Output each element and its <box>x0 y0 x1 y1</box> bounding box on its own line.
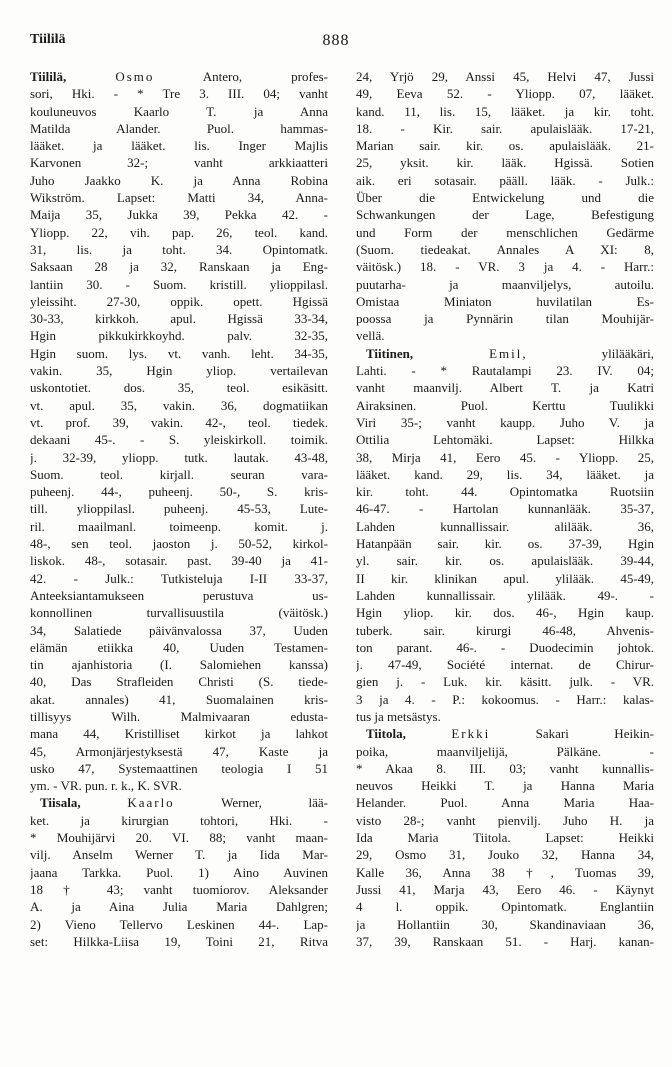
entry-line <box>356 708 654 725</box>
entry-line <box>30 898 328 915</box>
entry-line <box>30 656 328 673</box>
entry-text: ja Hollantiin 30, Skandinaviaan 36, <box>356 916 654 932</box>
entry-text: Hgin pikkukirkkoyhd. palv. 32-35, <box>30 328 328 344</box>
entry-text: 24, Yrjö 29, Anssi 45, Helvi 47, Jussi <box>356 69 654 84</box>
entry-text: set: Hilkka-Liisa 19, Toini 21, Ritva <box>30 933 328 949</box>
entry-line <box>30 189 328 206</box>
entry-line <box>30 362 328 379</box>
entry-text: vilj. Anselm Werner T. ja Iida Mar- <box>30 847 328 863</box>
entry-line <box>30 431 328 448</box>
entry-text: Hgin yliop. kir. dos. 46-, Hgin kaup. <box>356 605 654 621</box>
running-head-word: Tiililä <box>30 32 66 47</box>
entry-text: akat. annales) 41, Suomalainen kris- <box>30 691 328 707</box>
entry-text: Schwankungen der Lage, Befestigung <box>356 207 654 223</box>
entry-line <box>356 656 654 673</box>
entry-line <box>356 812 654 829</box>
entry-line <box>356 846 654 863</box>
entry-text: konnollinen turvallisuustila (väitösk.) <box>30 605 328 621</box>
entry-text: Sakari Heikin- <box>490 726 654 742</box>
entry-line <box>30 327 328 344</box>
entry-text: Viri 35-; vanht kaupp. Juho V. ja <box>356 414 654 430</box>
entry-line <box>30 120 328 137</box>
entry-line <box>356 552 654 569</box>
entry-line <box>356 431 654 448</box>
entry-text: tus ja metsästys. <box>356 708 441 724</box>
entry-line <box>356 85 654 102</box>
entry-text: j. 32-39, yliopp. tutk. lautak. 43-48, <box>30 449 328 465</box>
entry-text: Lahden kunnallissair. alilääk. 36, <box>356 518 654 534</box>
entry-text: usko 47, Systemaattinen teologia I 51 <box>30 760 328 776</box>
entry-text: Juho Jaakko K. ja Anna Robina <box>30 172 328 188</box>
entry-text: , ylilääkäri, <box>522 345 654 361</box>
entry-text: II kir. klinikan apul. ylilääk. 45-49, <box>356 570 654 586</box>
entry-text: tuberk. sair. kirurgi 46-48, Ahvenis- <box>356 622 654 638</box>
entry-text: sori, Hki. - * Tre 3. III. 04; vanht <box>30 86 328 102</box>
entry-line <box>30 276 328 293</box>
entry-line <box>356 500 654 517</box>
entry-text: 48-, sen teol. jaoston j. 50-52, kirkol- <box>30 536 328 552</box>
entry-text: Yliopp. 22, vih. pap. 26, teol. kand. <box>30 224 328 240</box>
entry-line <box>30 535 328 552</box>
entry-text: 3 ja 4. - P.: kokoomus. - Harr.: kalas- <box>356 691 654 707</box>
entry-line <box>30 570 328 587</box>
entry-text: Lahden kunnallissair. ylilääk. 49-. - <box>356 587 654 603</box>
entry-line <box>356 691 654 708</box>
entry-text: kand. 11, lis. 15, lääket. ja kir. toht. <box>356 103 654 119</box>
entry-start-line <box>356 345 654 362</box>
entry-line <box>30 725 328 742</box>
entry-line <box>356 310 654 327</box>
entry-line <box>356 276 654 293</box>
entry-line <box>30 639 328 656</box>
entry-text: lantiin 30. - Suom. kristill. ylioppilasl. <box>30 276 328 292</box>
entry-line <box>30 777 328 794</box>
entry-text: elämän etiikka 40, Uuden Testamen- <box>30 639 328 655</box>
entry-start-line <box>30 68 328 85</box>
entry-line <box>356 172 654 189</box>
entry-line <box>30 691 328 708</box>
entry-text: 30-33, kirkkoh. apul. Hgissä 33-34, <box>30 311 328 327</box>
entry-line <box>30 587 328 604</box>
entry-line <box>30 310 328 327</box>
entry-line <box>356 829 654 846</box>
entry-line <box>356 518 654 535</box>
entry-text: 4 l. oppik. Opintomatk. Englantiin <box>356 899 654 915</box>
entry-text: vakin. 35, Hgin yliop. vertailevan <box>30 363 328 379</box>
entry-line <box>356 794 654 811</box>
entry-text: 49, Eeva 52. - Yliopp. 07, lääket. <box>356 86 654 102</box>
entry-text: Airaksinen. Puol. Kerttu Tuulikki <box>356 397 654 413</box>
entry-line <box>30 85 328 102</box>
entry-line <box>356 673 654 690</box>
entry-line <box>356 327 654 344</box>
entry-line <box>356 777 654 794</box>
entry-text: j. 47-49, Société internat. de Chirur- <box>356 657 654 673</box>
entry-line <box>30 829 328 846</box>
entry-line <box>356 293 654 310</box>
entry-text: Über die Entwickelung und die <box>356 190 654 206</box>
entry-headword: Tiisala, <box>40 795 81 811</box>
entry-line <box>356 466 654 483</box>
entry-text: Werner, lää- <box>174 795 328 811</box>
entry-line <box>30 206 328 223</box>
entry-text: 18 † 43; vanht tuomiorov. Aleksander <box>30 881 328 897</box>
entry-text: Helander. Puol. Anna Maria Haa- <box>356 795 654 811</box>
entry-line <box>356 587 654 604</box>
entry-line <box>356 68 654 85</box>
entry-text: kir. toht. 44. Opintomatka Ruotsiin <box>356 484 654 500</box>
entry-line <box>30 466 328 483</box>
page-number: 888 <box>322 32 350 49</box>
entry-text: gien j. - Luk. kir. käsitt. julk. - VR. <box>356 674 654 690</box>
entry-text: ton parant. 46-. - Duodecimin johtok. <box>356 639 654 655</box>
entry-line <box>356 206 654 223</box>
entry-line <box>356 379 654 396</box>
entry-headword: Tiililä, <box>30 69 67 84</box>
entry-text: tin ajanhistoria (I. Salomiehen kanssa) <box>30 657 328 673</box>
entry-line <box>356 535 654 552</box>
entry-text: mana 44, Kristilliset kirkot ja lahkot <box>30 726 328 742</box>
entry-text: yl. sair. kir. os. apulaislääk. 39-44, <box>356 553 654 569</box>
entry-text: Karvonen 32-; vanht arkkiaatteri <box>30 155 328 171</box>
entry-text: Ottilia Lehtomäki. Lapset: Hilkka <box>356 432 654 448</box>
entry-line <box>356 639 654 656</box>
running-head <box>30 32 642 52</box>
entry-line <box>356 362 654 379</box>
entry-text: vanht maanvilj. Albert T. ja Katri <box>356 380 654 396</box>
entry-text: Lahti. - * Rautalampi 23. IV. 04; <box>356 363 654 379</box>
entry-line <box>356 864 654 881</box>
entry-text: Saksaan 28 ja 32, Ranskaan ja Eng- <box>30 259 328 275</box>
entry-line <box>356 898 654 915</box>
entry-line <box>30 743 328 760</box>
entry-line <box>356 103 654 120</box>
entry-text: 45, Armonjärjestyksestä 47, Kaste ja <box>30 743 328 759</box>
entry-headword: Tiitinen, <box>366 345 414 361</box>
entry-text: 31, lis. ja toht. 34. Opintomatk. <box>30 241 328 257</box>
entry-text: uskontotiet. dos. 35, teol. esikäsitt. <box>30 380 328 396</box>
entry-text: * Akaa 8. III. 03; vanht kunnallis- <box>356 760 654 776</box>
entry-line <box>30 137 328 154</box>
entry-text: 40, Das Strafleiden Christi (S. tiede- <box>30 674 328 690</box>
entry-text: ril. maailmanl. toimeenp. komit. j. <box>30 518 328 534</box>
entry-text: Matilda Alander. Puol. hammas- <box>30 120 328 136</box>
entry-line <box>30 881 328 898</box>
entry-line <box>356 743 654 760</box>
entry-text: Ida Maria Tiitola. Lapset: Heikki <box>356 830 654 846</box>
entry-line <box>30 622 328 639</box>
entry-line <box>356 189 654 206</box>
text-columns <box>30 68 654 1048</box>
entry-line <box>30 293 328 310</box>
entry-text: till. ylioppilasl. puheenj. 45-53, Lute- <box>30 501 328 517</box>
entry-line <box>356 258 654 275</box>
entry-line <box>30 172 328 189</box>
entry-line <box>30 414 328 431</box>
entry-line <box>356 241 654 258</box>
entry-text: tillisyys Wilh. Malmivaaran edusta- <box>30 708 328 724</box>
entry-line <box>356 154 654 171</box>
entry-line <box>30 379 328 396</box>
entry-line <box>30 673 328 690</box>
entry-line <box>356 120 654 137</box>
entry-text: Wikström. Lapset: Matti 34, Anna- <box>30 190 328 206</box>
entry-text: 25, yksit. kir. lääk. Hgissä. Sotien <box>356 155 654 171</box>
entry-text: liskok. 48-, sotasair. past. 39-40 ja 41- <box>30 553 328 569</box>
entry-text: lääket. ja lääket. lis. Inger Majlis <box>30 138 328 154</box>
entry-given-name: Erkki <box>451 726 491 742</box>
entry-text: Kalle 36, Anna 38 †, Tuomas 39, <box>356 864 654 880</box>
entry-text: 46-47. - Hartolan kunnanlääk. 35-37, <box>356 501 654 517</box>
entry-line <box>356 137 654 154</box>
entry-line <box>30 812 328 829</box>
entry-text: kouluneuvos Kaarlo T. ja Anna <box>30 103 328 119</box>
entry-text: puheenj. 44-, puheenj. 50-, S. kris- <box>30 484 328 500</box>
entry-line <box>30 864 328 881</box>
entry-text: lääket. kand. 29, lis. 34, lääket. ja <box>356 466 654 482</box>
entry-text: 42. - Julk.: Tutkisteluja I-II 33-37, <box>30 570 328 586</box>
entry-text: 18. - Kir. sair. apulaislääk. 17-21, <box>356 120 654 136</box>
entry-start-line <box>356 725 654 742</box>
entry-line <box>30 708 328 725</box>
entry-line <box>30 224 328 241</box>
entry-line <box>356 622 654 639</box>
entry-line <box>356 604 654 621</box>
entry-text: Maija 35, Jukka 39, Pekka 42. - <box>30 207 328 223</box>
entry-text: 29, Osmo 31, Jouko 32, Hanna 34, <box>356 847 654 863</box>
entry-line <box>30 397 328 414</box>
entry-line <box>356 570 654 587</box>
entry-line <box>356 397 654 414</box>
entry-text: Antero, profes- <box>154 69 328 84</box>
entry-line <box>30 933 328 950</box>
left-column <box>30 68 328 950</box>
entry-start-line <box>30 794 328 811</box>
entry-text: Omistaa Miniaton huvilatilan Es- <box>356 293 654 309</box>
entry-line <box>30 241 328 258</box>
entry-text: yleissiht. 27-30, oppik. opett. Hgissä <box>30 293 328 309</box>
entry-given-name: Kaarlo <box>127 795 175 811</box>
entry-text: jaana Tarkka. Puol. 1) Aino Auvinen <box>30 864 328 880</box>
entry-line <box>30 604 328 621</box>
entry-text: poika, maanviljelijä, Pälkäne. - <box>356 743 654 759</box>
entry-given-name: Emil <box>489 345 523 361</box>
entry-text: 34, Salatiede päivänvalossa 37, Uuden <box>30 622 328 638</box>
entry-text: und Form der menschlichen Gedärme <box>356 224 654 240</box>
entry-text: 2) Vieno Tellervo Leskinen 44-. Lap- <box>30 916 328 932</box>
entry-line <box>30 258 328 275</box>
entry-text: 37, 39, Ranskaan 51. - Harj. kanan- <box>356 933 654 949</box>
entry-line <box>30 552 328 569</box>
entry-line <box>30 760 328 777</box>
entry-headword: Tiitola, <box>366 726 406 742</box>
entry-text: väitösk.) 18. - VR. 3 ja 4. - Harr.: <box>356 259 654 275</box>
entry-line <box>30 916 328 933</box>
entry-text: Anteeksiantamukseen perustuva us- <box>30 587 328 603</box>
entry-text: aik. eri sotasair. pääll. lääk. - Julk.: <box>356 172 654 188</box>
entry-line <box>356 916 654 933</box>
entry-line <box>30 154 328 171</box>
entry-line <box>30 449 328 466</box>
entry-text: visto 28-; vanht pienvilj. Juho H. ja <box>356 812 654 828</box>
entry-line <box>356 881 654 898</box>
entry-text: Hgin suom. lys. vt. vanh. leht. 34-35, <box>30 345 328 361</box>
entry-line <box>356 483 654 500</box>
entry-text: dekaani 45-. - S. yleiskirkoll. toimik. <box>30 432 328 448</box>
entry-line <box>356 760 654 777</box>
entry-line <box>356 224 654 241</box>
entry-text: vellä. <box>356 328 385 344</box>
entry-text: 38, Mirja 41, Eero 45. - Yliopp. 25, <box>356 449 654 465</box>
entry-text: * Mouhijärvi 20. VI. 88; vanht maan- <box>30 830 328 846</box>
entry-text: Jussi 41, Marja 43, Eero 46. - Käynyt <box>356 881 654 897</box>
entry-text: ym. - VR. pun. r. k., K. SVR. <box>30 778 182 794</box>
entry-text: puutarha- ja maanviljelys, autoilu. <box>356 276 654 292</box>
entry-text: neuvos Heikki T. ja Hanna Maria <box>356 778 654 794</box>
entry-line <box>30 345 328 362</box>
entry-text: vt. apul. 35, vakin. 36, dogmatiikan <box>30 397 328 413</box>
entry-text: ket. ja kirurgian tohtori, Hki. - <box>30 812 328 828</box>
entry-line <box>30 846 328 863</box>
entry-line <box>356 933 654 950</box>
entry-text: vt. prof. 39, vakin. 42-, teol. tiedek. <box>30 414 328 430</box>
entry-line <box>30 103 328 120</box>
entry-line <box>30 518 328 535</box>
entry-text: poossa ja Pynnärin tilan Mouhijär- <box>356 311 654 327</box>
entry-text: Hatanpään sair. kir. os. 37-39, Hgin <box>356 536 654 552</box>
entry-text: A. ja Aina Julia Maria Dahlgren; <box>30 899 328 915</box>
entry-line <box>356 449 654 466</box>
entry-line <box>356 414 654 431</box>
entry-text: Marian sair. kir. os. apulaislääk. 21- <box>356 138 654 154</box>
entry-line <box>30 500 328 517</box>
right-column <box>356 68 654 950</box>
entry-given-name: Osmo <box>115 69 155 84</box>
entry-text: Suom. teol. kirjall. seuran vara- <box>30 466 328 482</box>
entry-line <box>30 483 328 500</box>
entry-text: (Suom. tiedeakat. Annales A XI: 8, <box>356 241 654 257</box>
